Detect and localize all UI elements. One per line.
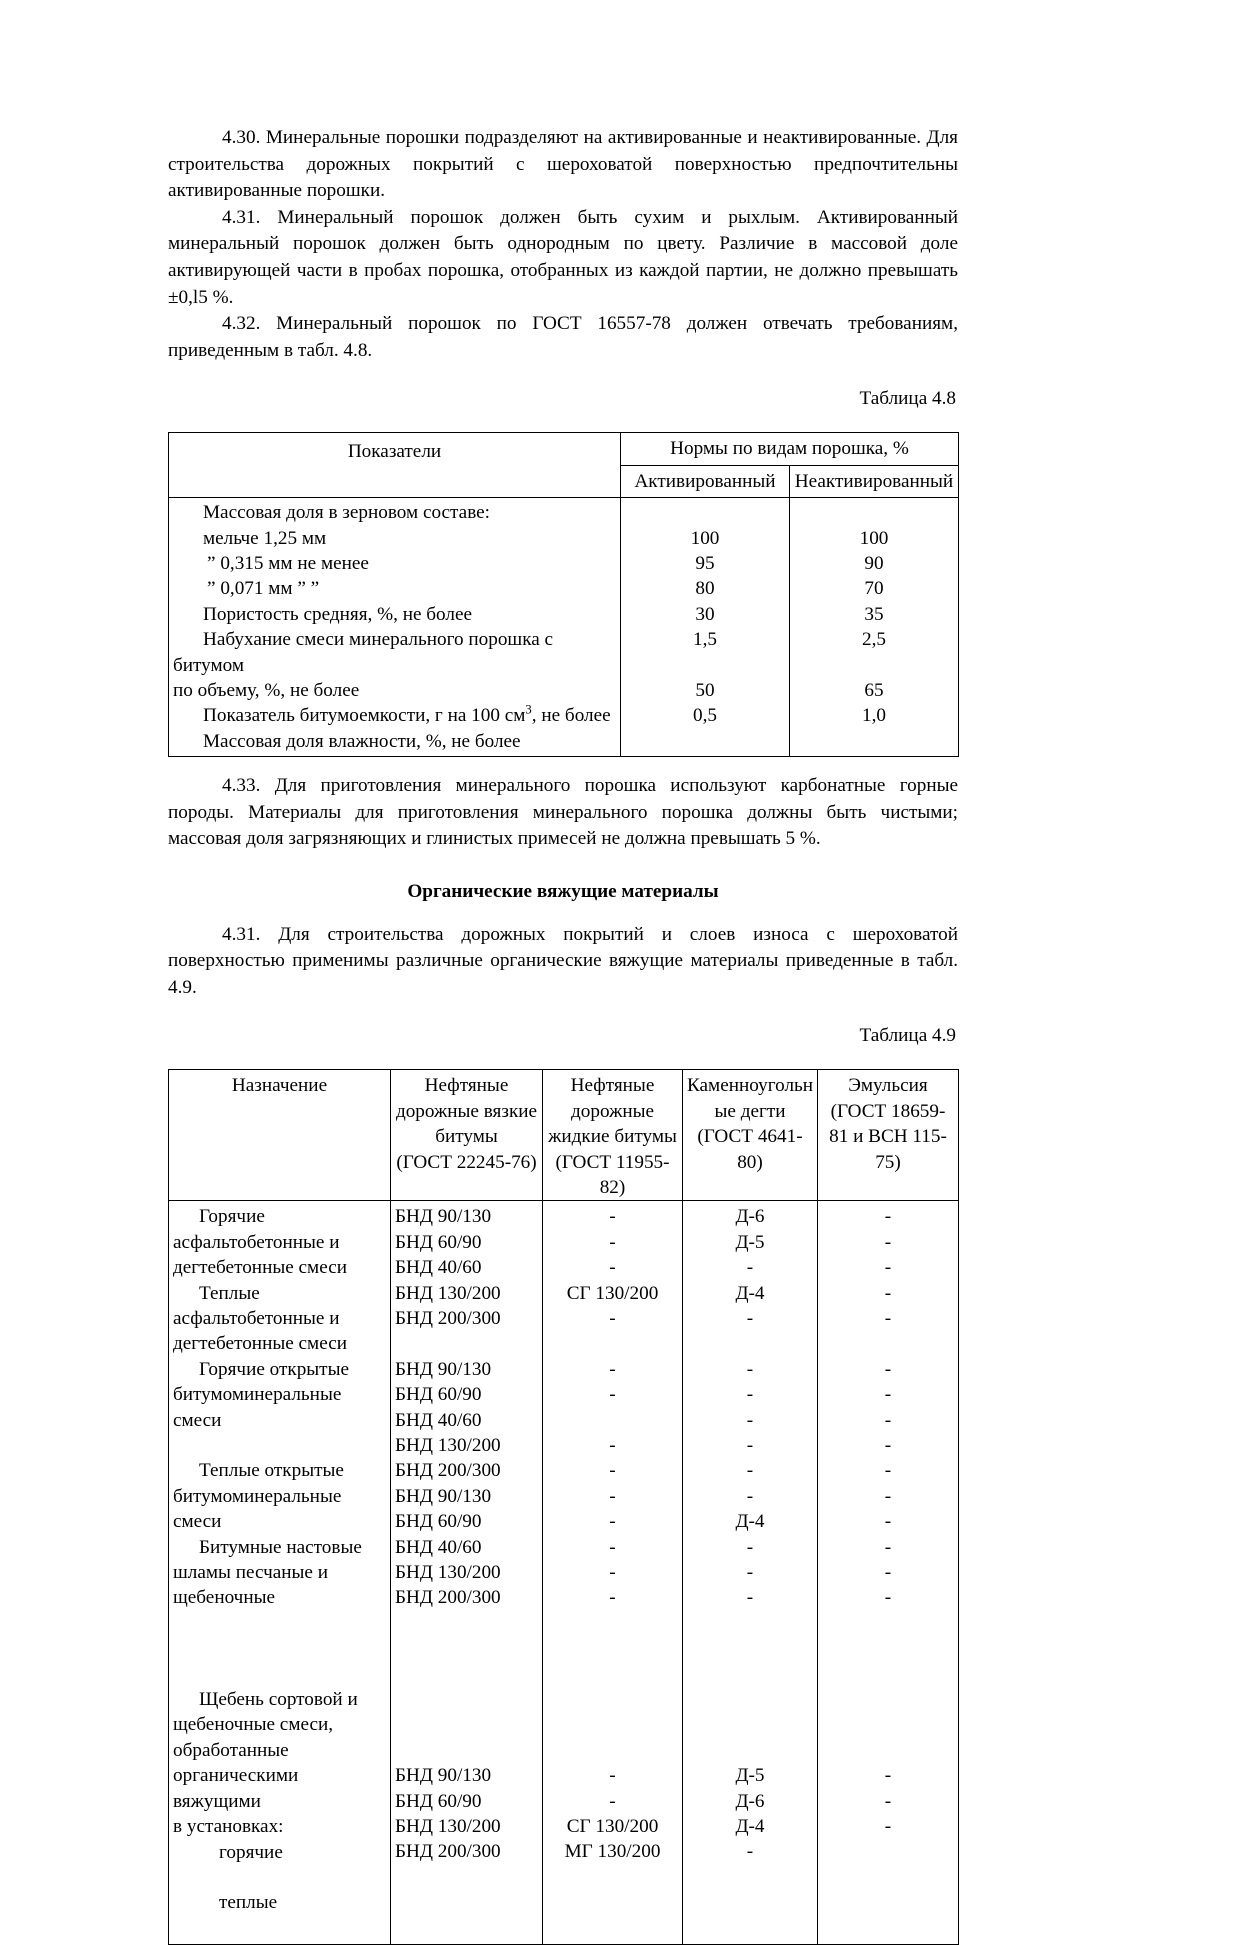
value: СГ 130/200 — [566, 1282, 659, 1304]
value: Д-4 — [735, 1511, 765, 1533]
value: - — [884, 1562, 892, 1584]
header-viscous-bitumen — [391, 1070, 543, 1201]
value: - — [884, 1308, 892, 1330]
value: 95 — [695, 552, 715, 574]
table-49-tar-column — [683, 1201, 818, 1945]
row-label: Пористость средняя, %, не более — [203, 603, 472, 625]
header-activated: Активированный — [621, 465, 790, 497]
value: - — [609, 1257, 616, 1279]
value: БНД 90/130 — [395, 1765, 492, 1787]
paragraph-4-32: 4.32. Минеральный порошок по ГОСТ 16557-78 должен отвечать требованиям, приведенным в табл. 4.8. — [168, 313, 958, 361]
purpose-line: дегтебетонные смеси — [173, 1333, 347, 1355]
value: - — [746, 1841, 754, 1863]
table-4-9-header — [169, 1070, 959, 1201]
purpose-line: Щебень сортовой и — [199, 1689, 358, 1711]
purpose-line: шламы песчаные и — [173, 1562, 328, 1584]
spacer — [168, 364, 958, 386]
purpose-line: теплые — [219, 1892, 278, 1914]
purpose-line: щебеночные — [173, 1587, 276, 1609]
purpose-line: Горячие — [199, 1206, 265, 1228]
header-line: 81 и ВСН 115- — [829, 1126, 947, 1148]
value: Д-6 — [735, 1790, 765, 1812]
spacer — [168, 1001, 958, 1023]
table-row — [169, 498, 959, 757]
header-line: (ГОСТ 4641- — [697, 1126, 803, 1148]
header-line: Нефтяные — [424, 1075, 509, 1097]
blank-line — [395, 1611, 538, 1636]
value: 80 — [695, 578, 715, 600]
header-line: 75) — [875, 1151, 901, 1173]
value: 70 — [864, 578, 884, 600]
table-4-9 — [168, 1069, 959, 1945]
blank-line — [173, 1916, 386, 1941]
value: - — [746, 1460, 754, 1482]
row-label: ” 0,071 мм ” ” — [207, 578, 320, 600]
value: БНД 130/200 — [395, 1562, 501, 1584]
value: - — [884, 1231, 892, 1253]
blank-line — [687, 1611, 813, 1636]
value: - — [746, 1562, 754, 1584]
value: БНД 90/130 — [395, 1358, 492, 1380]
value: - — [609, 1765, 616, 1787]
blank-line — [173, 1636, 386, 1661]
blank-line — [173, 1611, 386, 1636]
blank-line — [395, 1738, 538, 1763]
blank-line — [822, 1636, 954, 1661]
header-line: (ГОСТ 11955- — [555, 1151, 670, 1173]
value: - — [746, 1485, 754, 1507]
blank-line — [547, 1636, 678, 1661]
value: БНД 40/60 — [395, 1409, 482, 1431]
blank-line — [687, 1738, 813, 1763]
row-label-part: Показатель битумоемкости, г на 100 см — [203, 705, 526, 727]
header-line: 80) — [737, 1151, 763, 1173]
spacer — [168, 906, 958, 922]
value: БНД 130/200 — [395, 1435, 501, 1457]
value: - — [884, 1206, 892, 1228]
value: Д-4 — [735, 1816, 765, 1838]
row-label: Массовая доля влажности, %, не более — [203, 730, 521, 752]
blank-line — [625, 500, 785, 525]
blank-line — [822, 1611, 954, 1636]
blank-line — [794, 653, 954, 678]
table-49-purpose-column — [169, 1201, 391, 1945]
row-label: по объему, %, не более — [173, 680, 360, 701]
blank-line — [547, 1408, 678, 1433]
blank-line — [547, 1611, 678, 1636]
blank-line — [547, 1662, 678, 1687]
value: - — [609, 1231, 616, 1253]
value: - — [884, 1587, 892, 1609]
value: - — [884, 1384, 892, 1406]
purpose-line: Теплые открытые — [199, 1460, 344, 1482]
table-49-emulsion-column — [818, 1201, 959, 1945]
value: - — [884, 1409, 892, 1431]
blank-line — [395, 1662, 538, 1687]
purpose-line: органическими вяжущими — [173, 1765, 299, 1812]
table-4-8-header — [169, 433, 959, 498]
value: - — [746, 1257, 754, 1279]
paragraph-4-30: 4.30. Минеральные порошки подразделяют на активированные и неактивированные. Для строительства дорожных покрытий с шероховатой поверхностью предпочтительны активированные порошки. — [168, 127, 958, 202]
section-heading-organic-binders: Органические вяжущие материалы — [407, 881, 719, 902]
value: БНД 200/300 — [395, 1308, 501, 1330]
value: БНД 60/90 — [395, 1384, 482, 1406]
purpose-line: асфальтобетонные и — [173, 1231, 340, 1253]
purpose-line: в установках: — [173, 1816, 284, 1838]
header-line: битумы — [435, 1126, 498, 1148]
value: - — [609, 1384, 616, 1406]
value: БНД 60/90 — [395, 1511, 482, 1533]
header-emulsion — [818, 1070, 959, 1201]
table-row — [169, 1201, 959, 1945]
blank-line — [687, 1331, 813, 1356]
value: - — [884, 1435, 892, 1457]
blank-line — [822, 1687, 954, 1712]
value: - — [609, 1536, 616, 1558]
value: СГ 130/200 — [566, 1816, 659, 1838]
blank-line — [173, 1865, 386, 1890]
value: 50 — [695, 679, 715, 701]
value: - — [884, 1765, 892, 1787]
table-49-liquid-column — [543, 1201, 683, 1945]
header-indicators: Показатели — [169, 433, 621, 498]
blank-line — [794, 500, 954, 525]
purpose-line: асфальтобетонные и — [173, 1308, 340, 1330]
header-line: (ГОСТ 18659- — [830, 1100, 946, 1122]
value: - — [609, 1206, 616, 1228]
header-norms-group: Нормы по видам порошка, % — [621, 433, 959, 465]
header-line: Назначение — [231, 1075, 328, 1097]
table-header-row — [169, 1070, 959, 1201]
header-line: Нефтяные — [570, 1075, 655, 1097]
value: Д-6 — [735, 1206, 765, 1228]
paragraph-4-31b: 4.31. Для строительства дорожных покрытий и слоев износа с шероховатой поверхностью применимы различные органические вяжущие материалы приведенные в табл. 4.9. — [168, 923, 958, 998]
value: БНД 200/300 — [395, 1587, 501, 1609]
purpose-line: битумоминеральные смеси — [173, 1384, 342, 1431]
purpose-line: битумоминеральные смеси — [173, 1485, 342, 1533]
value: - — [609, 1485, 616, 1507]
value: БНД 130/200 — [395, 1816, 501, 1838]
blank-line — [547, 1712, 678, 1737]
header-coal-tar — [683, 1070, 818, 1201]
purpose-line: горячие — [219, 1841, 283, 1863]
blank-line — [173, 1433, 386, 1458]
header-line: дорожные — [571, 1100, 654, 1122]
value: 1,0 — [862, 705, 886, 727]
value: 65 — [864, 679, 884, 701]
purpose-line: Теплые — [199, 1282, 260, 1304]
value: - — [609, 1587, 616, 1609]
table-4-8-body — [169, 498, 959, 757]
value: 90 — [864, 552, 884, 574]
value: - — [884, 1536, 892, 1558]
superscript-3: 3 — [525, 703, 532, 718]
blank-line — [547, 1687, 678, 1712]
value: - — [746, 1435, 754, 1457]
header-line: ые дегти — [714, 1100, 786, 1122]
value: 100 — [859, 527, 889, 549]
value: БНД 60/90 — [395, 1790, 482, 1812]
value: МГ 130/200 — [564, 1841, 661, 1863]
value: Д-5 — [735, 1765, 765, 1787]
table-48-labels — [169, 498, 621, 757]
spacer — [168, 412, 958, 428]
value: - — [884, 1511, 892, 1533]
header-line: (ГОСТ 22245-76) — [396, 1151, 537, 1173]
blank-line — [687, 1636, 813, 1661]
row-label: Набухание смеси минерального порошка с битумом — [173, 629, 554, 676]
table-48-caption: Таблица 4.8 — [859, 388, 956, 410]
value: БНД 130/200 — [395, 1282, 501, 1304]
blank-line — [822, 1662, 954, 1687]
row-label: мельче 1,25 мм — [203, 527, 327, 549]
purpose-line: щебеночные смеси, — [173, 1714, 334, 1736]
table-header-row — [169, 433, 959, 465]
value: - — [884, 1257, 892, 1279]
value: - — [884, 1358, 892, 1380]
table-48-inactivated-values — [790, 498, 959, 757]
value: БНД 60/90 — [395, 1231, 482, 1253]
value: - — [884, 1460, 892, 1482]
paragraph-4-33: 4.33. Для приготовления минерального порошка используют карбонатные горные породы. Материалы для приготовления минерального порошка должны быть чистыми; массовая доля загрязняющих и глинистых примесей не должна превышать 5 %. — [168, 775, 958, 850]
value: - — [746, 1536, 754, 1558]
value: Д-4 — [735, 1282, 765, 1304]
header-line: Эмульсия — [848, 1075, 928, 1097]
value: - — [884, 1790, 892, 1812]
value: БНД 200/300 — [395, 1460, 501, 1482]
value: - — [884, 1485, 892, 1507]
value: 0,5 — [693, 705, 717, 727]
value: - — [609, 1460, 616, 1482]
purpose-line: обработанные — [173, 1739, 289, 1761]
purpose-line: Горячие открытые — [199, 1358, 349, 1380]
value: - — [609, 1435, 616, 1457]
value: - — [746, 1384, 754, 1406]
blank-line — [822, 1712, 954, 1737]
value: БНД 40/60 — [395, 1257, 482, 1279]
value: 1,5 — [693, 629, 717, 651]
blank-line — [625, 653, 785, 678]
value: 35 — [864, 603, 884, 625]
value: - — [746, 1358, 754, 1380]
blank-line — [395, 1712, 538, 1737]
row-label: ” 0,315 мм не менее — [207, 552, 369, 574]
blank-line — [547, 1738, 678, 1763]
blank-line — [687, 1687, 813, 1712]
header-line: Каменноугольн — [687, 1075, 814, 1097]
header-liquid-bitumen — [543, 1070, 683, 1201]
value: - — [609, 1511, 616, 1533]
blank-line — [547, 1331, 678, 1356]
value: БНД 90/130 — [395, 1485, 492, 1507]
value: БНД 200/300 — [395, 1841, 501, 1863]
value: 100 — [690, 527, 720, 549]
header-inactivated: Неактивированный — [790, 465, 959, 497]
blank-line — [173, 1662, 386, 1687]
value: Д-5 — [735, 1231, 765, 1253]
table-4-9-body — [169, 1201, 959, 1945]
blank-line — [687, 1662, 813, 1687]
header-line: дорожные вязкие — [395, 1100, 538, 1122]
blank-line — [687, 1712, 813, 1737]
row-label-bitumen-capacity — [173, 703, 616, 728]
value: - — [609, 1308, 616, 1330]
blank-line — [822, 1331, 954, 1356]
value: БНД 90/130 — [395, 1206, 492, 1228]
page-content — [168, 125, 958, 1945]
value: БНД 40/60 — [395, 1536, 482, 1558]
blank-line — [822, 1738, 954, 1763]
value: - — [609, 1358, 616, 1380]
value: 2,5 — [862, 629, 886, 651]
value: - — [884, 1816, 892, 1838]
blank-line — [395, 1687, 538, 1712]
paragraph-4-31: 4.31. Минеральный порошок должен быть сухим и рыхлым. Активированный минеральный порошок должен быть однородным по цвету. Различие в массовой доле активирующей части в пробах порошка, отобранных из каждой партии, не должно превышать ±0,l5 %. — [168, 206, 958, 308]
value: - — [746, 1308, 754, 1330]
table-4-8 — [168, 432, 959, 757]
spacer — [168, 757, 958, 773]
table-49-viscous-column — [391, 1201, 543, 1945]
value: - — [609, 1790, 616, 1812]
blank-line — [822, 1839, 954, 1864]
value: 30 — [695, 603, 715, 625]
header-purpose — [169, 1070, 391, 1201]
table-49-caption: Таблица 4.9 — [859, 1025, 956, 1047]
row-label-part: , не более — [531, 705, 611, 727]
value: - — [746, 1587, 754, 1609]
value: - — [746, 1409, 754, 1431]
purpose-line: дегтебетонные смеси — [173, 1257, 347, 1279]
table-48-activated-values — [621, 498, 790, 757]
header-line: жидкие битумы — [548, 1126, 677, 1148]
spacer — [168, 1049, 958, 1065]
row-label: Массовая доля в зерновом составе: — [203, 502, 490, 524]
blank-line — [395, 1636, 538, 1661]
value: - — [609, 1562, 616, 1584]
header-line: 82) — [599, 1177, 626, 1198]
blank-line — [395, 1331, 538, 1356]
value: - — [884, 1282, 892, 1304]
purpose-line: Битумные настовые — [199, 1536, 362, 1558]
